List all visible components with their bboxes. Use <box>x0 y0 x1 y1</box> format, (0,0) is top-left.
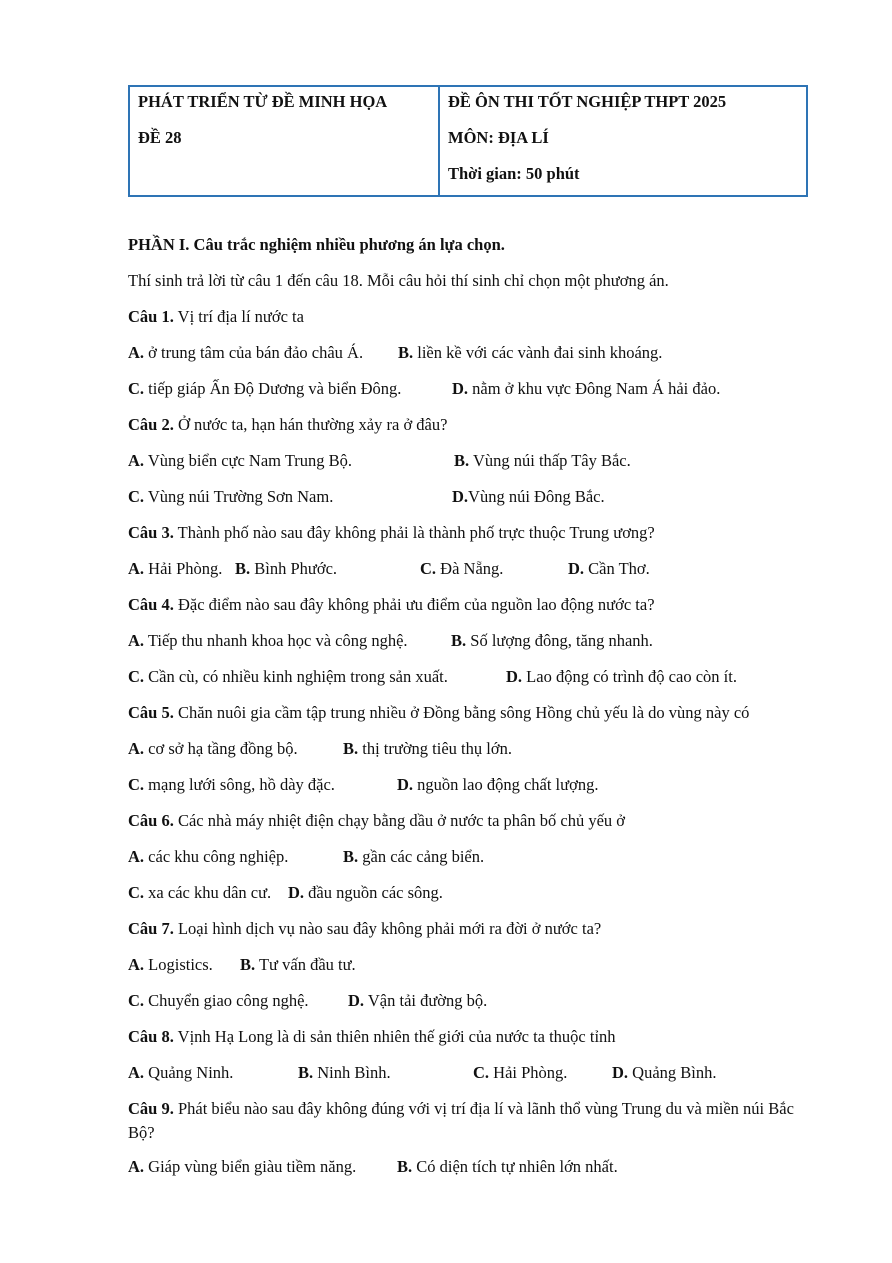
answer-row <box>128 660 818 696</box>
answer-row <box>128 552 818 588</box>
question-stem <box>128 516 818 552</box>
question-text: Đặc điểm nào sau đây không phải ưu điểm của nguồn lao động nước ta? <box>173 595 655 614</box>
option-text: Vùng núi thấp Tây Bắc. <box>469 451 631 470</box>
answer-row <box>128 480 818 516</box>
exam-header-table <box>128 85 808 197</box>
option-text: Vùng núi Trường Sơn Nam. <box>144 487 334 506</box>
answer-row <box>128 444 818 480</box>
option-key: D. <box>348 991 365 1010</box>
question-list <box>128 300 818 1186</box>
option-key: B. <box>240 955 256 974</box>
exam-title: ĐỀ ÔN THI TỐT NGHIỆP THPT 2025 <box>448 92 727 111</box>
option-text: gần các cảng biển. <box>358 847 485 866</box>
option-key: A. <box>128 343 145 362</box>
option-key: A. <box>128 955 145 974</box>
option-key: B. <box>451 631 467 650</box>
question-number: Câu 3. <box>128 523 174 542</box>
exam-subject: MÔN: ĐỊA LÍ <box>448 128 549 147</box>
answer-option <box>298 1056 473 1090</box>
option-key: B. <box>298 1063 314 1082</box>
option-key: A. <box>128 631 145 650</box>
question-number: Câu 6. <box>128 811 174 830</box>
part-instruction: Thí sinh trả lời từ câu 1 đến câu 18. Mỗi câu hỏi thí sinh chỉ chọn một phương án. <box>128 271 669 290</box>
option-key: A. <box>128 1157 145 1176</box>
answer-option <box>506 660 737 694</box>
option-text: liền kề với các vành đai sinh khoáng. <box>413 343 663 362</box>
answer-option <box>128 984 348 1018</box>
answer-row <box>128 768 818 804</box>
question-text: Ở nước ta, hạn hán thường xảy ra ở đâu? <box>173 415 448 434</box>
header-right-cell <box>440 87 806 195</box>
option-text: Ninh Bình. <box>313 1063 391 1082</box>
option-text: Vùng núi Đông Bắc. <box>468 487 605 506</box>
option-text: tiếp giáp Ấn Độ Dương và biển Đông. <box>144 379 402 398</box>
option-key: B. <box>343 847 359 866</box>
option-key: C. <box>128 883 145 902</box>
question-stem <box>128 804 818 840</box>
question-text: Vịnh Hạ Long là di sản thiên nhiên thế giới của nước ta thuộc tỉnh <box>173 1027 616 1046</box>
answer-option <box>454 444 631 478</box>
option-key: B. <box>398 343 414 362</box>
answer-row <box>128 948 818 984</box>
answer-option <box>397 1150 618 1184</box>
option-text: Giáp vùng biển giàu tiềm năng. <box>144 1157 357 1176</box>
option-key: C. <box>128 379 145 398</box>
option-key: C. <box>473 1063 490 1082</box>
option-key: B. <box>235 559 251 578</box>
option-text: Chuyển giao công nghệ. <box>144 991 309 1010</box>
option-text: các khu công nghiệp. <box>144 847 289 866</box>
option-key: D. <box>397 775 414 794</box>
option-text: Vận tải đường bộ. <box>364 991 488 1010</box>
option-key: B. <box>454 451 470 470</box>
answer-option <box>343 732 512 766</box>
exam-body <box>128 228 818 1186</box>
answer-option <box>128 480 452 514</box>
option-text: Hải Phòng. <box>144 559 223 578</box>
option-text: thị trường tiêu thụ lớn. <box>358 739 512 758</box>
question-stem <box>128 300 818 336</box>
exam-duration: Thời gian: 50 phút <box>448 164 580 183</box>
answer-option <box>128 660 506 694</box>
answer-row <box>128 876 818 912</box>
header-source: PHÁT TRIỂN TỪ ĐỀ MINH HỌA <box>138 92 388 111</box>
answer-option <box>128 768 397 802</box>
option-key: A. <box>128 451 145 470</box>
answer-option <box>240 948 356 982</box>
option-text: Vùng biển cực Nam Trung Bộ. <box>144 451 353 470</box>
question-text: Phát biểu nào sau đây không đúng với vị trí địa lí và lãnh thổ vùng Trung du và miền núi Bắc Bộ? <box>128 1099 794 1142</box>
answer-option <box>128 552 235 586</box>
question-stem <box>128 1020 818 1056</box>
part-title: PHẦN I. Câu trắc nghiệm nhiều phương án lựa chọn. <box>128 235 505 254</box>
option-text: Hải Phòng. <box>489 1063 568 1082</box>
answer-option <box>128 840 343 874</box>
option-text: Cần Thơ. <box>584 559 650 578</box>
option-text: Lao động có trình độ cao còn ít. <box>522 667 737 686</box>
option-text: cơ sở hạ tầng đồng bộ. <box>144 739 298 758</box>
answer-option <box>128 948 240 982</box>
question-stem <box>128 408 818 444</box>
answer-row <box>128 840 818 876</box>
answer-option <box>452 372 720 406</box>
answer-option <box>128 336 398 370</box>
option-text: Logistics. <box>144 955 213 974</box>
option-key: D. <box>452 379 469 398</box>
option-key: B. <box>397 1157 413 1176</box>
question-number: Câu 4. <box>128 595 174 614</box>
answer-row <box>128 624 818 660</box>
option-key: C. <box>128 487 145 506</box>
option-text: xa các khu dân cư. <box>144 883 272 902</box>
question-number: Câu 2. <box>128 415 174 434</box>
answer-row <box>128 1150 818 1186</box>
question-number: Câu 8. <box>128 1027 174 1046</box>
option-text: Đà Nẵng. <box>436 559 504 578</box>
answer-row <box>128 372 818 408</box>
header-left-cell <box>130 87 440 195</box>
option-key: A. <box>128 559 145 578</box>
question-stem <box>128 912 818 948</box>
question-stem <box>128 588 818 624</box>
answer-option <box>128 624 451 658</box>
answer-option <box>397 768 598 802</box>
option-text: Tư vấn đầu tư. <box>255 955 356 974</box>
question-number: Câu 5. <box>128 703 174 722</box>
answer-option <box>288 876 443 910</box>
answer-option <box>612 1056 717 1090</box>
option-text: Cần cù, có nhiều kinh nghiệm trong sản xuất. <box>144 667 448 686</box>
answer-option <box>343 840 484 874</box>
option-text: Tiếp thu nhanh khoa học và công nghệ. <box>144 631 408 650</box>
question-stem <box>128 1092 818 1145</box>
answer-option <box>568 552 650 586</box>
option-key: D. <box>568 559 585 578</box>
answer-option <box>451 624 653 658</box>
answer-option <box>128 876 288 910</box>
question-text: Thành phố nào sau đây không phải là thành phố trực thuộc Trung ương? <box>173 523 655 542</box>
option-key: A. <box>128 847 145 866</box>
option-text: mạng lưới sông, hồ dày đặc. <box>144 775 335 794</box>
exam-code: ĐỀ 28 <box>138 128 182 147</box>
question-text: Các nhà máy nhiệt điện chạy bằng dầu ở nước ta phân bố chủ yếu ở <box>173 811 625 830</box>
option-text: Số lượng đông, tăng nhanh. <box>466 631 653 650</box>
answer-row <box>128 336 818 372</box>
option-key: B. <box>343 739 359 758</box>
question-number: Câu 1. <box>128 307 174 326</box>
answer-option <box>128 444 454 478</box>
question-text: Loại hình dịch vụ nào sau đây không phải mới ra đời ở nước ta? <box>173 919 602 938</box>
answer-option <box>128 1150 397 1184</box>
question-text: Chăn nuôi gia cầm tập trung nhiều ở Đồng bằng sông Hồng chủ yếu là do vùng này có <box>173 703 750 722</box>
question-number: Câu 9. <box>128 1099 174 1118</box>
option-text: Bình Phước. <box>250 559 338 578</box>
option-key: A. <box>128 1063 145 1082</box>
option-key: A. <box>128 739 145 758</box>
option-key: D. <box>288 883 305 902</box>
answer-option <box>235 552 420 586</box>
option-text: nằm ở khu vực Đông Nam Á hải đảo. <box>468 379 721 398</box>
answer-option <box>128 372 452 406</box>
option-key: C. <box>128 991 145 1010</box>
option-text: ở trung tâm của bán đảo châu Á. <box>144 343 364 362</box>
option-key: C. <box>128 775 145 794</box>
option-text: Quảng Ninh. <box>144 1063 234 1082</box>
answer-row <box>128 1056 818 1092</box>
option-text: Có diện tích tự nhiên lớn nhất. <box>412 1157 618 1176</box>
question-text: Vị trí địa lí nước ta <box>173 307 304 326</box>
answer-row <box>128 984 818 1020</box>
option-text: nguồn lao động chất lượng. <box>413 775 599 794</box>
answer-option <box>420 552 568 586</box>
answer-option <box>452 480 605 514</box>
option-key: D. <box>612 1063 629 1082</box>
answer-option <box>128 732 343 766</box>
option-key: D. <box>452 487 469 506</box>
question-number: Câu 7. <box>128 919 174 938</box>
question-stem <box>128 696 818 732</box>
option-key: C. <box>420 559 437 578</box>
answer-option <box>473 1056 612 1090</box>
option-key: C. <box>128 667 145 686</box>
option-text: Quảng Bình. <box>628 1063 717 1082</box>
answer-option <box>128 1056 298 1090</box>
answer-option <box>398 336 662 370</box>
option-text: đầu nguồn các sông. <box>304 883 443 902</box>
answer-option <box>348 984 487 1018</box>
option-key: D. <box>506 667 523 686</box>
answer-row <box>128 732 818 768</box>
